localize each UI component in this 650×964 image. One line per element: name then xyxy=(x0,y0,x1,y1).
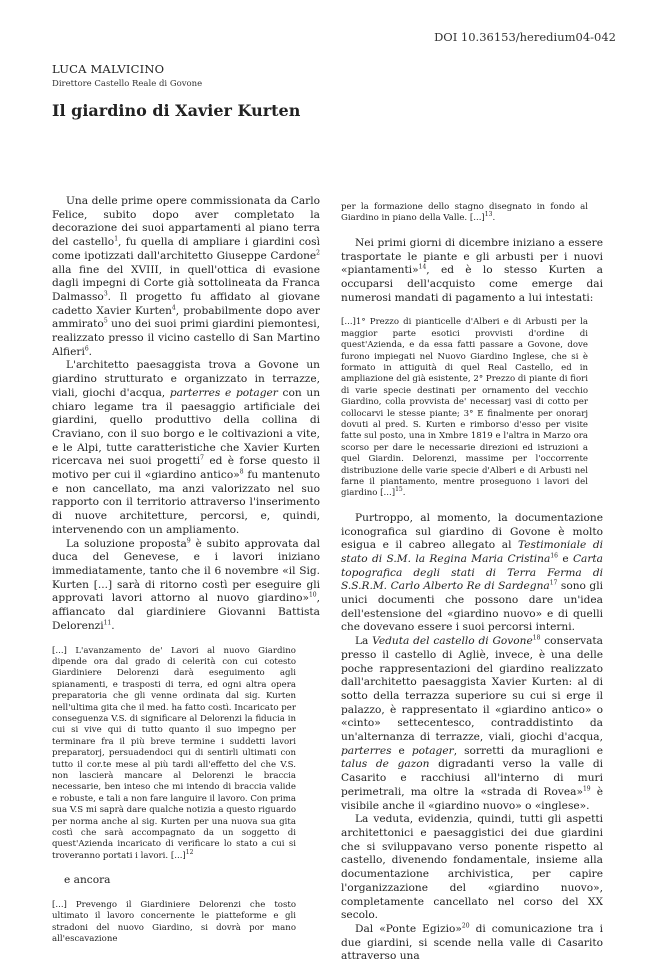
italic-text: Veduta del castello di Govone xyxy=(372,635,533,648)
text-run: e xyxy=(391,744,412,757)
text-run: ed è forse questo il motivo per cui il «giardino antico» xyxy=(52,455,320,482)
block-quote xyxy=(341,202,588,225)
footnote-ref: 16 xyxy=(550,552,558,560)
paragraph xyxy=(341,512,603,635)
right-column xyxy=(341,202,603,964)
connector-text: e ancora xyxy=(64,874,111,887)
italic-text: parterres xyxy=(341,744,392,757)
paragraph xyxy=(341,237,603,306)
text-run: [...] Prevengo il Giardiniere Delorenzi che tosto ultimato il lavoro concernente le piatteforme e gli stradoni del nuovo Giardino, si dovrà por mano all'escavazione xyxy=(52,899,296,945)
doi-label: DOI 10.36153/heredium04-042 xyxy=(434,30,616,44)
article-title: Il giardino di Xavier Kurten xyxy=(52,101,301,120)
text-run: . xyxy=(88,345,93,358)
text-run: con un chiaro legame tra il paesaggio artificiale dei giardini, quello produttivo della collina di Craviano, con il suo borgo e le coltivazioni a vite, e le Alpi, tutte caratteristiche che Xavier Kurten ricercava nei suoi progetti xyxy=(52,386,321,468)
text-run: per la formazione dello stagno disegnato in fondo al Giardino in piano della Valle. [...] xyxy=(341,202,588,224)
text-run: , ed è lo stesso Kurten a occuparsi dell'acquisto come emerge dai numerosi mandati di pagamento a lui intestati: xyxy=(341,264,603,304)
text-run: di comunicazione tra i due giardini, si scende nella valle di Casarito attraverso una xyxy=(341,922,603,963)
footnote-ref: 11 xyxy=(103,619,112,627)
footnote-ref: 4 xyxy=(171,304,176,312)
footnote-ref: 10 xyxy=(308,591,317,599)
text-run: , sorretti da muraglioni e xyxy=(453,744,603,757)
footnote-ref: 15 xyxy=(395,486,403,494)
left-column xyxy=(52,195,320,946)
footnote-ref: 12 xyxy=(185,848,194,856)
text-run: La soluzione proposta xyxy=(66,537,187,550)
text-run: [...]1° Prezzo di pianticelle d'Alberi e di Arbusti per la maggior parte esotici provvisti d'ordine di quest'Azienda, e da essa fatti passare a Govone, dove furono impiegati nel Nuovo Giardino Inglese, che si è formato in attiguità di quel Real Castello, ed in ampliazione del già esistente, 2° Prezzo di piante di fiori di varie specie destinati per ornamento del vecchio Giardino, colla provvista de' necessarj vasi di cotto per collocarvi le stesse piante; 3° E finalmente per onorarj dovuti al pred. S. Kurten e rimborso d'esso per visite fatte sul posto, una in Xmbre 1819 e l'altra in Marzo ora scorso per dare le necessarie direzioni ed istruzioni a quel Giardin. Delorenzi, massime per l'occorrente distribuzione delle varie specie d'Alberi e di Arbusti nel farne il piantamento, mentre proseguono i lavori del giardino [...] xyxy=(341,317,588,499)
footnote-ref: 5 xyxy=(103,317,108,325)
footnote-ref: 17 xyxy=(549,579,558,587)
paragraph xyxy=(52,195,320,359)
text-run: , fu quella di ampliare i giardini così come ipotizzati dall'architetto Giuseppe Cardone xyxy=(52,236,320,262)
text-run: [...] L'avanzamento de' Lavori al nuovo Giardino dipende ora dal grado di celerità con cui cotesto Giardiniere Delorenzi darà eseguimento agli spianamenti, e trasposti di terra, ed ogni altra opera preparatoria che gli venne ordinata dal sig. Kurten nell'ultima gita che il med. ha fatto costì. Incaricato per conseguenza V.S. di significare al Delorenzi la fiducia in cui si vive qui di tutto quanto il suo impegno per terminare fra il più breve termine i suddetti lavori preparatorj, persuadendoci qui di sentirli ultimati con tutto il cor.te mese al più tardi all'effetto del che V.S. non lascierà mancare al Delorenzi le braccia necessarie, ben inteso che mi intendo di braccia valide e robuste, e tali a non fare languire il lavoro. Con prima sua V.S mi saprà dare qualche notizia a questo riguardo per norma anche al sig. Kurten per una nuova sua gita costì che sarà accompagnato da un soggetto di quest'Azienda incaricato di verificare lo stato a cui si troveranno portati i lavori. [...] xyxy=(52,645,296,861)
text-run: La veduta, evidenzia, quindi, tutti gli aspetti architettonici e paesaggistici dei due giardini che si sviluppavano verso ponente rispetto al castello, divenendo fondamentale, insieme alla documentazione archivistica, per capire l'organizzazione del «giardino nuovo», completamente cancellato nel corso del XX secolo. xyxy=(341,813,603,922)
block-quote xyxy=(52,900,296,946)
footnote-ref: 18 xyxy=(532,634,541,642)
paragraph xyxy=(341,813,603,923)
italic-text: potager xyxy=(411,744,454,757)
footnote-ref: 8 xyxy=(239,468,244,476)
text-run: fu mantenuto e non cancellato, ma anzi valorizzato nel suo rapporto con il territorio attraverso l'inserimento di nuove architetture, percorsi, e, quindi, intervenendo con un ampliamento. xyxy=(52,469,320,536)
footnote-ref: 7 xyxy=(200,454,204,462)
footnote-ref: 1 xyxy=(114,235,119,243)
text-run: conservata presso il castello di Agliè, invece, è una delle poche rappresentazioni del giardino realizzato dall'architetto paesaggista Xavier Kurten: al di sotto della terrazza superiore su cui si erge il palazzo, è rappresentato il «giardino antico» o «cinto» settecentesco, contraddistinto da un'alternanza di terrazze, viali, giochi d'acqua, xyxy=(341,635,603,744)
text-run: . xyxy=(492,213,496,224)
author-role: Direttore Castello Reale di Govone xyxy=(52,79,203,89)
footnote-ref: 6 xyxy=(84,345,89,353)
text-run: La xyxy=(355,635,373,648)
text-run: uno dei suoi primi giardini piemontesi, realizzato presso il vicino castello di San Martino Alfieri xyxy=(52,318,320,358)
paragraph xyxy=(52,538,320,634)
paragraph xyxy=(52,359,320,537)
text-run: , probabilmente dopo aver ammirato xyxy=(52,304,320,331)
author-name: LUCA MALVICINO xyxy=(52,62,165,76)
text-run: alla fine del XVIII, in quell'ottica di evasione dagli impegni di Corte già sottolineata da Franca Dalmasso xyxy=(52,263,320,303)
text-run: Dal «Ponte Egizio» xyxy=(355,922,462,935)
text-run: , affiancato dal giardiniere Giovanni Battista Delorenzi xyxy=(52,592,320,632)
text-run: Nei primi giorni di dicembre iniziano a essere trasportate le piante e gli arbusti per i nuovi «piantamenti» xyxy=(341,236,603,277)
text-run: . xyxy=(111,619,115,632)
text-run: è subito approvata dal duca del Genevese, e i lavori iniziano immediatamente, tanto che il 6 novembre «il Sig. Kurten [...] sarà di ritorno costì per eseguire gli approvati lavori attorno al nuovo giardino» xyxy=(52,537,320,605)
footnote-ref: 20 xyxy=(461,922,470,930)
footnote-ref: 2 xyxy=(316,249,320,257)
text-run: Purtroppo, al momento, la documentazione iconografica sul giardino di Govone è molto esigua e il cabreo allegato al xyxy=(341,511,603,552)
block-quote xyxy=(52,646,296,863)
footnote-ref: 9 xyxy=(186,537,191,545)
text-run: L'architetto paesaggista trova a Govone un giardino strutturato e organizzato in terrazze, viali, giochi d'acqua, xyxy=(52,359,320,399)
footnote-ref: 13 xyxy=(484,211,493,219)
footnote-ref: 19 xyxy=(582,785,591,793)
italic-text: talus de gazon xyxy=(341,758,430,771)
block-quote xyxy=(341,317,588,500)
paragraph xyxy=(341,635,603,813)
paragraph xyxy=(341,923,603,964)
footnote-ref: 3 xyxy=(103,290,108,298)
italic-text: Testimoniale di stato di S.M. la Regina Maria Cristina xyxy=(341,539,603,565)
italic-text: Carta topografica degli stati di Terra Ferma di S.S.R.M. Carlo Alberto Re di Sardegna xyxy=(341,552,603,593)
text-run: . xyxy=(402,488,406,499)
text-run: . Il progetto fu affidato al giovane cadetto Xavier Kurten xyxy=(52,290,320,317)
footnote-ref: 14 xyxy=(418,263,427,271)
text-run: Una delle prime opere commissionata da Carlo Felice, subito dopo aver completato la decorazione dei suoi appartamenti al piano terra del castello xyxy=(52,195,320,249)
text-run: sono gli unici documenti che possono dare un'idea dell'estensione del «giardino nuovo» e di quelli che dovevano essere i suoi percorsi interni. xyxy=(341,580,603,634)
text-run: digradanti verso la valle di Casarito e racchiusi all'interno di muri perimetrali, ma oltre la «strada di Rovea» xyxy=(341,758,603,798)
text-run: e xyxy=(557,552,573,565)
text-run: è visibile anche il «giardino nuovo» o «inglese». xyxy=(341,785,603,812)
italic-text: parterres e potager xyxy=(169,386,278,399)
